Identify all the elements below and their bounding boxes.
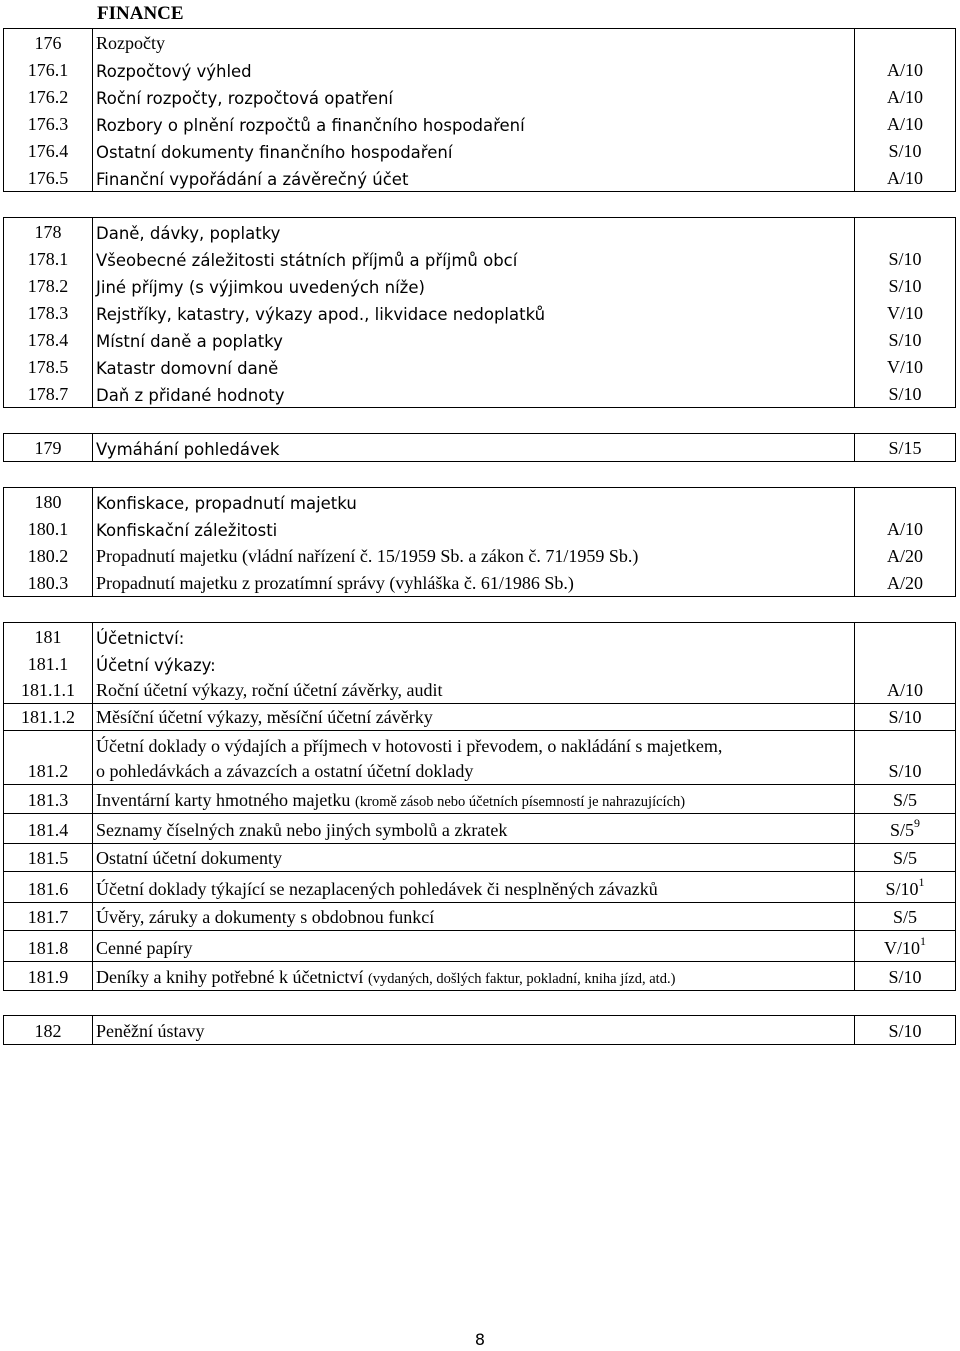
row-title: Všeobecné záležitosti státních příjmů a příjmů obcí [93,245,855,272]
table-row [3,931,956,962]
section-title: FINANCE [97,3,184,24]
table-row [3,380,956,407]
table-row [3,704,956,731]
retention-code: S/10 [855,245,956,272]
table-row [3,245,956,272]
row-number: 178.2 [3,272,93,299]
row-number: 181 [3,623,93,650]
retention-code: A/10 [855,515,956,542]
table-block-181 [3,622,956,991]
row-number: 176.5 [3,164,93,191]
row-number: 181.6 [3,872,93,902]
retention-code: S/5 [855,785,956,813]
row-number: 181.5 [3,844,93,871]
retention-code: S/10 [855,704,956,730]
retention-code: S/10 [855,1016,956,1044]
row-title: Ostatní účetní dokumenty [93,844,855,871]
retention-code: V/10 [855,353,956,380]
table-row [3,272,956,299]
table-row [3,56,956,83]
row-number: 176.3 [3,110,93,137]
footnote-marker: 9 [914,816,920,830]
retention-code: $S/5^9$ [855,814,956,843]
row-number: 178.3 [3,299,93,326]
table-row [3,623,956,650]
table-row [3,1016,956,1044]
row-number: 181.8 [3,931,93,961]
row-number: 178 [3,218,93,245]
table-row [3,872,956,903]
row-number: 180 [3,488,93,515]
row-number: 178.1 [3,245,93,272]
table-row [3,903,956,931]
row-number: 181.2 [3,731,93,784]
retention-code: S/10 [855,962,956,990]
row-number: 181.1.2 [3,704,93,730]
table-row [3,83,956,110]
retention-code: A/10 [855,164,956,191]
row-title: Roční účetní výkazy, roční účetní závěrky, audit [93,677,855,703]
page-number: 8 [474,1330,486,1349]
table-row [3,814,956,844]
row-number: 176.1 [3,56,93,83]
row-title: Roční rozpočty, rozpočtová opatření [93,83,855,110]
row-title: Měsíční účetní výkazy, měsíční účetní závěrky [93,704,855,730]
table-row [3,29,956,56]
table-row [3,164,956,191]
row-title: Propadnutí majetku z prozatímní správy (vyhláška č. 61/1986 Sb.) [93,569,855,596]
table-row [3,569,956,596]
retention-code [855,218,956,245]
row-number: 181.3 [3,785,93,813]
footnote-marker: 1 [918,875,925,889]
row-number: 181.9 [3,962,93,990]
row-title: Konfiskační záležitosti [93,515,855,542]
retention-code: S/10 [855,380,956,407]
retention-code: S/10 [855,326,956,353]
row-title: Účetní doklady týkající se nezaplacených pohledávek či nesplněných závazků [93,872,855,902]
row-number: 180.1 [3,515,93,542]
row-title: Účetnictví: [93,623,855,650]
table-row [3,137,956,164]
retention-code: A/20 [855,542,956,569]
table-row [3,785,956,814]
retention-code: S/5 [855,844,956,871]
retention-code: S/10 [855,731,956,784]
table-row [3,962,956,990]
table-block-180 [3,487,956,597]
row-number: 181.7 [3,903,93,930]
row-title: Rozbory o plnění rozpočtů a finančního hospodaření [93,110,855,137]
table-row [3,110,956,137]
row-title: Cenné papíry [93,931,855,961]
row-number: 176.2 [3,83,93,110]
table-block-179 [3,433,956,462]
retention-code: $S/10^1$ [855,872,956,902]
retention-code [855,623,956,650]
row-title: Daně, dávky, poplatky [93,218,855,245]
row-title: Rozpočtový výhled [93,56,855,83]
row-title: Ostatní dokumenty finančního hospodaření [93,137,855,164]
table-row [3,515,956,542]
row-number: 181.1 [3,650,93,677]
row-title: Inventární karty hmotného majetku (kromě zásob nebo účetních písemností je nahrazujících) [93,785,855,813]
row-number: 176.4 [3,137,93,164]
row-number: 179 [3,434,93,461]
table-block-176 [3,28,956,192]
row-title: Peněžní ústavy [93,1016,855,1044]
row-title: Místní daně a poplatky [93,326,855,353]
row-number: 181.1.1 [3,677,93,703]
retention-code [855,29,956,56]
row-title: Rozpočty [93,29,855,56]
footnote-marker: 1 [920,934,926,948]
table-row [3,677,956,704]
row-number: 176 [3,29,93,56]
retention-code: $V/10^1$ [855,931,956,961]
table-block-182 [3,1015,956,1045]
table-row [3,299,956,326]
row-number: 180.2 [3,542,93,569]
retention-code: A/10 [855,83,956,110]
row-number: 178.7 [3,380,93,407]
row-title: Deníky a knihy potřebné k účetnictví (vydaných, došlých faktur, pokladní, kniha jízd, atd.) [93,962,855,990]
table-row [3,650,956,677]
row-title: Rejstříky, katastry, výkazy apod., likvidace nedoplatků [93,299,855,326]
retention-code: S/10 [855,272,956,299]
table-block-178 [3,217,956,408]
row-title: Propadnutí majetku (vládní nařízení č. 15/1959 Sb. a zákon č. 71/1959 Sb.) [93,542,855,569]
retention-code [855,650,956,677]
table-row [3,326,956,353]
table-row [3,434,956,461]
row-number: 182 [3,1016,93,1044]
retention-code: S/5 [855,903,956,930]
retention-code: S/15 [855,434,956,461]
table-row [3,844,956,872]
retention-code: A/20 [855,569,956,596]
row-number: 181.4 [3,814,93,843]
table-row [3,731,956,785]
table-row [3,353,956,380]
row-title: Vymáhání pohledávek [93,434,855,461]
row-title: Daň z přidané hodnoty [93,380,855,407]
row-title: Finanční vypořádání a závěrečný účet [93,164,855,191]
table-row [3,542,956,569]
row-title: Seznamy číselných znaků nebo jiných symbolů a zkratek [93,814,855,843]
table-row [3,218,956,245]
retention-code: A/10 [855,56,956,83]
row-title: Katastr domovní daně [93,353,855,380]
retention-code: A/10 [855,110,956,137]
retention-code: A/10 [855,677,956,703]
table-row [3,488,956,515]
retention-code: V/10 [855,299,956,326]
row-number: 180.3 [3,569,93,596]
row-number: 178.5 [3,353,93,380]
retention-code [855,488,956,515]
retention-code: S/10 [855,137,956,164]
row-title: Úvěry, záruky a dokumenty s obdobnou funkcí [93,903,855,930]
row-title: Konfiskace, propadnutí majetku [93,488,855,515]
row-title: Účetní doklady o výdajích a příjmech v hotovosti i převodem, o nakládání s majetkem, o pohledávkách a závazcích a ostatní účetní doklady [93,731,855,784]
row-title: Jiné příjmy (s výjimkou uvedených níže) [93,272,855,299]
row-number: 178.4 [3,326,93,353]
row-title: Účetní výkazy: [93,650,855,677]
